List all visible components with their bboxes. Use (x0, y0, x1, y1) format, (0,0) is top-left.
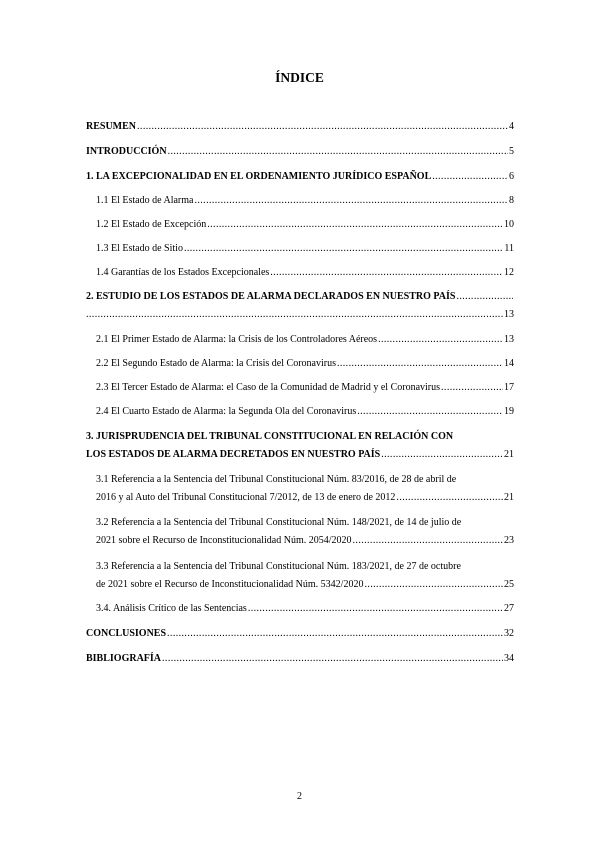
toc-entry-label: LOS ESTADOS DE ALARMA DECRETADOS EN NUESTRO PAÍS (86, 449, 381, 460)
toc-entry-label: 2021 sobre el Recurso de Inconstitucionalidad Núm. 2054/2020 (96, 535, 352, 546)
toc-entry-label: INTRODUCCIÓN (86, 146, 167, 157)
toc-entry-chapter-2[interactable] (86, 291, 514, 303)
toc-entry-3-2-line1[interactable]: 3.2 Referencia a la Sentencia del Tribunal Constitucional Núm. 148/2021, de 14 de julio de (96, 517, 462, 528)
toc-leader-dots (353, 535, 503, 547)
toc-entry-1-1[interactable] (96, 195, 514, 207)
toc-entry-page: 27 (504, 603, 514, 614)
toc-entry-introduccion[interactable] (86, 146, 514, 158)
toc-entry-2-2[interactable] (96, 358, 514, 370)
toc-entry-label: 1. LA EXCEPCIONALIDAD EN EL ORDENAMIENTO JURÍDICO ESPAÑOL (86, 171, 432, 182)
toc-entry-resumen[interactable] (86, 121, 514, 133)
index-title: ÍNDICE (275, 70, 324, 85)
toc-entry-label: 1.2 El Estado de Excepción (96, 219, 207, 230)
toc-entry-label: 1.3 El Estado de Sitio (96, 243, 183, 254)
toc-entry-label: 1.4 Garantías de los Estados Excepcionales (96, 267, 270, 278)
toc-entry-page: 11 (504, 243, 514, 254)
toc-entry-conclusiones[interactable] (86, 628, 514, 640)
toc-entry-chapter-3-line1[interactable]: 3. JURISPRUDENCIA DEL TRIBUNAL CONSTITUCIONAL EN RELACIÓN CON (86, 431, 454, 442)
toc-leader-dots (137, 121, 508, 133)
toc-entry-page: 23 (504, 535, 514, 546)
toc-entry-label: CONCLUSIONES (86, 628, 167, 639)
toc-leader-dots (396, 492, 503, 504)
toc-leader-dots (86, 309, 503, 321)
toc-entry-label: 1.1 El Estado de Alarma (96, 195, 194, 206)
toc-entry-label: 2. ESTUDIO DE LOS ESTADOS DE ALARMA DECLARADOS EN NUESTRO PAÍS (86, 291, 456, 302)
toc-leader-dots (364, 579, 503, 591)
toc-leader-dots (456, 291, 513, 303)
toc-entry-page: 12 (504, 267, 514, 278)
toc-entry-3-1[interactable] (96, 492, 514, 504)
toc-entry-label: BIBLIOGRAFÍA (86, 653, 162, 664)
toc-entry-label: RESUMEN (86, 121, 137, 132)
toc-leader-dots (441, 382, 503, 394)
toc-entry-page: 19 (504, 406, 514, 417)
toc-leader-dots (357, 406, 503, 418)
toc-entry-page: 21 (504, 492, 514, 503)
toc-leader-dots (337, 358, 503, 370)
toc-entry-1-4[interactable] (96, 267, 514, 279)
toc-entry-page: 14 (504, 358, 514, 369)
toc-entry-label: 2.2 El Segundo Estado de Alarma: la Crisis del Coronavirus (96, 358, 336, 369)
toc-entry-page: 4 (509, 121, 514, 132)
toc-leader-dots (207, 219, 503, 231)
toc-entry-page: 10 (504, 219, 514, 230)
toc-entry-2-4[interactable] (96, 406, 514, 418)
toc-entry-page: 21 (504, 449, 514, 460)
toc-leader-dots (167, 628, 503, 640)
toc-entry-1-3[interactable] (96, 243, 514, 255)
toc-entry-page: 32 (504, 628, 514, 639)
toc-entry-3-4[interactable] (96, 603, 514, 615)
toc-entry-label: 2016 y al Auto del Tribunal Constitucional 7/2012, de 13 de enero de 2012 (96, 492, 396, 503)
toc-entry-label: 3.4. Análisis Crítico de las Sentencias (96, 603, 247, 614)
page-number: 2 (297, 791, 302, 802)
toc-leader-dots (248, 603, 503, 615)
toc-leader-dots (184, 243, 503, 255)
toc-entry-chapter-3[interactable] (86, 449, 514, 461)
toc-entry-label: de 2021 sobre el Recurso de Inconstitucionalidad Núm. 5342/2020 (96, 579, 364, 590)
toc-entry-page: 8 (509, 195, 514, 206)
toc-entry-1-2[interactable] (96, 219, 514, 231)
toc-entry-page: 34 (504, 653, 514, 664)
toc-entry-3-2[interactable] (96, 535, 514, 547)
toc-entry-3-1-line1[interactable]: 3.1 Referencia a la Sentencia del Tribunal Constitucional Núm. 83/2016, de 28 de abril de (96, 474, 457, 485)
toc-entry-page: 5 (509, 146, 514, 157)
toc-entry-chapter-2-continuation (86, 309, 514, 321)
toc-entry-label: 2.1 El Primer Estado de Alarma: la Crisis de los Controladores Aéreos (96, 334, 378, 345)
toc-leader-dots (162, 653, 503, 665)
toc-leader-dots (270, 267, 503, 279)
toc-entry-chapter-1[interactable] (86, 171, 514, 183)
toc-entry-2-3[interactable] (96, 382, 514, 394)
toc-leader-dots (168, 146, 508, 158)
toc-entry-page: 6 (509, 171, 514, 182)
toc-entry-3-3-line1[interactable]: 3.3 Referencia a la Sentencia del Tribunal Constitucional Núm. 183/2021, de 27 de octubre (96, 561, 461, 572)
toc-entry-page: 13 (504, 309, 514, 320)
toc-entry-page: 13 (504, 334, 514, 345)
toc-leader-dots (378, 334, 503, 346)
toc-entry-label: 2.4 El Cuarto Estado de Alarma: la Segunda Ola del Coronavirus (96, 406, 357, 417)
toc-leader-dots (381, 449, 503, 461)
toc-entry-page: 25 (504, 579, 514, 590)
toc-entry-page: 17 (504, 382, 514, 393)
toc-leader-dots (432, 171, 508, 183)
toc-entry-3-3[interactable] (96, 579, 514, 591)
toc-entry-label: 2.3 El Tercer Estado de Alarma: el Caso de la Comunidad de Madrid y el Coronavirus (96, 382, 441, 393)
toc-entry-2-1[interactable] (96, 334, 514, 346)
toc-entry-bibliografia[interactable] (86, 653, 514, 665)
toc-leader-dots (194, 195, 508, 207)
